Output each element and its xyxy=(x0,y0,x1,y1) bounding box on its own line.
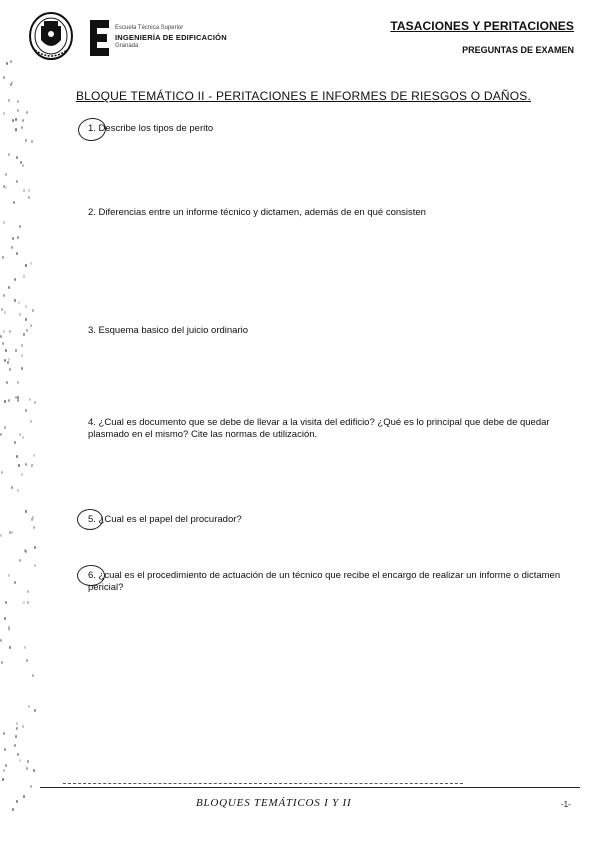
section-title: BLOQUE TEMÁTICO II - PERITACIONES E INFORMES DE RIESGOS O DAÑOS. xyxy=(75,89,532,103)
school-line-3: Granada xyxy=(115,43,139,49)
footer-rule xyxy=(40,787,580,788)
university-seal xyxy=(27,10,75,62)
scan-edge-noise xyxy=(0,60,40,830)
school-line-1: Escuela Técnica Superior xyxy=(115,25,184,31)
page-number: -1- xyxy=(561,800,571,809)
school-logo-mark xyxy=(90,20,109,56)
question-4: 4. ¿Cual es documento que se debe de llevar a la visita del edificio? ¿Qué es lo principal que debe de quedar plasmado en el mismo? Cite las normas de utilización. xyxy=(88,417,550,440)
school-logo xyxy=(90,20,225,56)
question-3: 3. Esquema basico del juicio ordinario xyxy=(88,325,249,336)
question-2: 2. Diferencias entre un informe técnico y dictamen, además de en qué consisten xyxy=(88,207,426,218)
document-subtitle: PREGUNTAS DE EXAMEN xyxy=(462,45,574,55)
question-5: 5. ¿Cual es el papel del procurador? xyxy=(88,514,242,525)
footer-text: BLOQUES TEMÁTICOS I Y II xyxy=(196,797,352,809)
question-1: 1. Describe los tipos de perito xyxy=(88,123,214,134)
footer-dashed-rule xyxy=(63,783,463,784)
question-6: 6. ¿cual es el procedimiento de actuación de un técnico que recibe el encargo de realizar un informe o dictamen pericial? xyxy=(88,570,561,593)
document-title: TASACIONES Y PERITACIONES xyxy=(390,19,574,33)
school-line-2: INGENIERÍA DE EDIFICACIÓN xyxy=(115,33,227,42)
